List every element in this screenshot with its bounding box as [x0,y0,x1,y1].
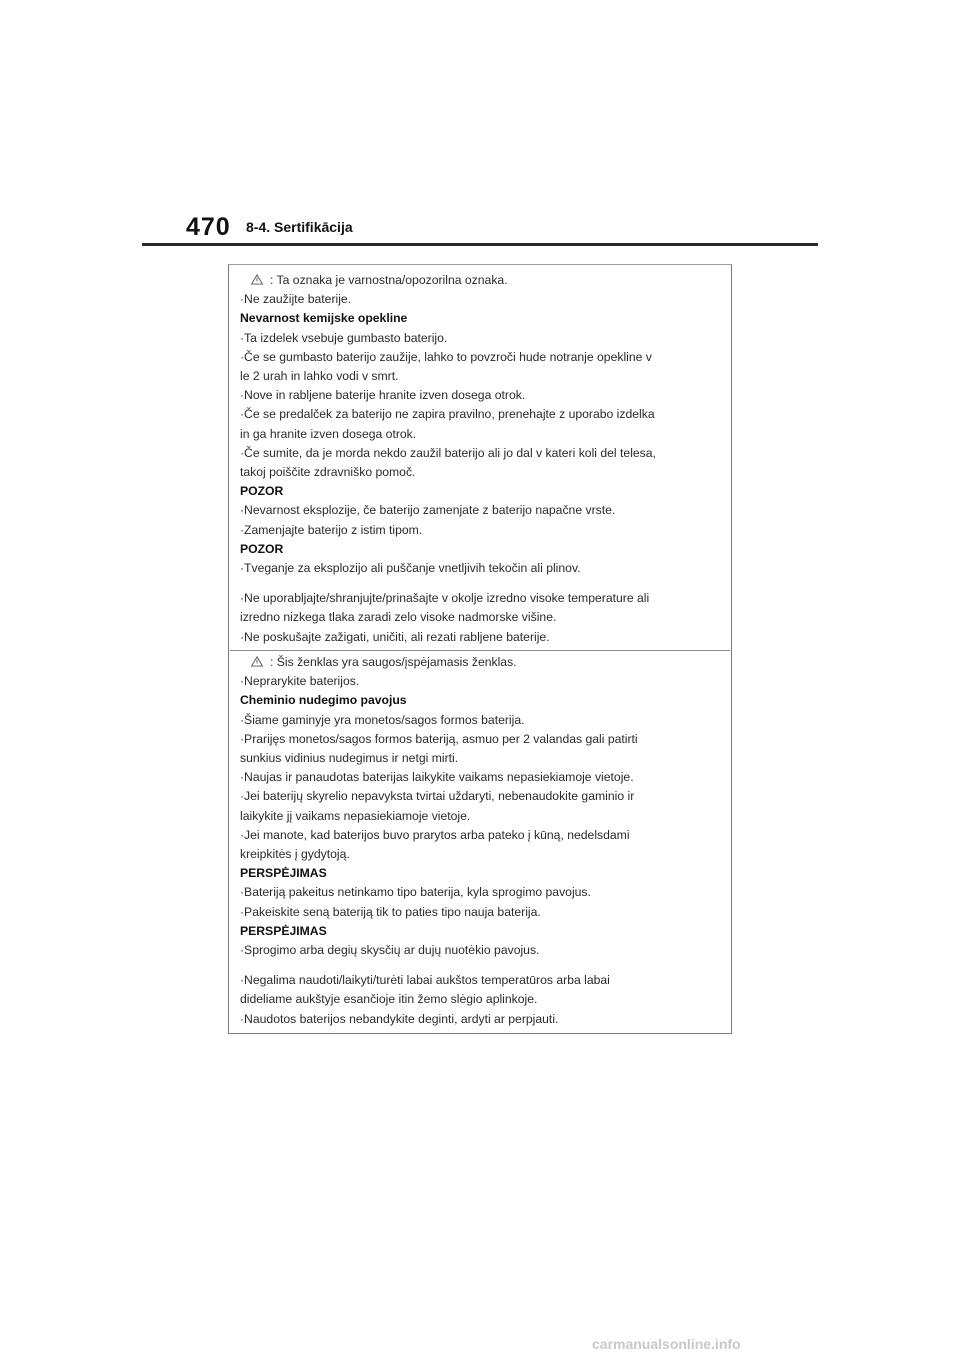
heading: Nevarnost kemijske opekline [240,311,408,326]
text-line: ·Ne poskušajte zažigati, uničiti, ali rezati rabljene baterije. [240,629,550,644]
text-line: takoj poiščite zdravniško pomoč. [240,465,416,480]
section-divider [230,650,730,651]
text-line: ·Nove in rabljene baterije hranite izven dosega otrok. [240,388,526,403]
text-line: ·Šiame gaminyje yra monetos/sagos formos baterija. [240,712,525,727]
text-line: ·Če se gumbasto baterijo zaužije, lahko to povzroči hude notranje opekline v [240,349,652,364]
text-line: laikykite jį vaikams nepasiekiamoje vietoje. [240,808,471,823]
text-line: ·Če se predalček za baterijo ne zapira pravilno, prenehajte z uporabo izdelka [240,407,655,422]
warning-triangle-icon [250,656,264,667]
text-line: sunkius vidinius nudegimus ir netgi mirti. [240,751,459,766]
warning-triangle-icon [250,274,264,285]
text-line: ·Ne zaužijte baterije. [240,292,352,307]
text-line: ·Naudotos baterijos nebandykite deginti, ardyti ar perpjauti. [240,1011,559,1026]
text-line: ·Jei manote, kad baterijos buvo prarytos arba pateko į kūną, nedelsdami [240,827,630,842]
heading: PERSPĖJIMAS [240,923,327,938]
text-line: ·Nevarnost eksplozije, če baterijo zamenjate z baterijo napačne vrste. [240,503,616,518]
text-line: ·Neprarykite baterijos. [240,674,360,689]
text-line: ·Pakeiskite seną bateriją tik to paties tipo nauja baterija. [240,904,541,919]
text-line: ·Ta izdelek vsebuje gumbasto baterijo. [240,330,448,345]
text-line: ·Zamenjajte baterijo z istim tipom. [240,522,423,537]
header-rule [142,243,818,246]
warning-mark-line: : Šis ženklas yra saugos/įspėjamasis ženklas. [240,653,720,672]
page-number: 470 [186,213,231,241]
text-line: ·Sprogimo arba degių skysčių ar dujų nuotėkio pavojus. [240,943,540,958]
text-line: ·Bateriją pakeitus netinkamo tipo baterija, kyla sprogimo pavojus. [240,885,591,900]
text-line: ·Naujas ir panaudotas baterijas laikykite vaikams nepasiekiamoje vietoje. [240,770,634,785]
text-line: in ga hranite izven dosega otrok. [240,426,417,441]
text-line: ·Prarijęs monetos/sagos formos bateriją, asmuo per 2 valandas gali patirti [240,731,638,746]
lithuanian-block [240,653,720,1029]
heading: Cheminio nudegimo pavojus [240,693,407,708]
text-line: ·Tveganje za eksplozijo ali puščanje vnetljivih tekočin ali plinov. [240,561,581,576]
text-line: le 2 urah in lahko vodi v smrt. [240,369,399,384]
heading: POZOR [240,484,284,499]
section-title: 8-4. Sertifikācija [246,219,353,235]
heading: PERSPĖJIMAS [240,866,327,881]
slovenian-block [240,271,720,647]
text-line: kreipkitės į gydytoją. [240,847,350,862]
warning-mark-line: : Ta oznaka je varnostna/opozorilna oznaka. [240,271,720,290]
text-line: ·Jei baterijų skyrelio nepavyksta tvirtai uždaryti, nebenaudokite gaminio ir [240,789,635,804]
text-line: ·Ne uporabljajte/shranjujte/prinašajte v okolje izredno visoke temperature ali [240,591,650,606]
heading: POZOR [240,541,284,556]
text-line: dideliame aukštyje esančioje itin žemo slėgio aplinkoje. [240,992,538,1007]
text-line: ·Negalima naudoti/laikyti/turėti labai aukštos temperatūros arba labai [240,973,610,988]
text-line: ·Če sumite, da je morda nekdo zaužil baterijo ali jo dal v kateri koli del telesa, [240,445,656,460]
text-line: izredno nizkega tlaka zaradi zelo visoke nadmorske višine. [240,610,557,625]
watermark-link[interactable]: carmanualsonline.info [592,1336,741,1352]
